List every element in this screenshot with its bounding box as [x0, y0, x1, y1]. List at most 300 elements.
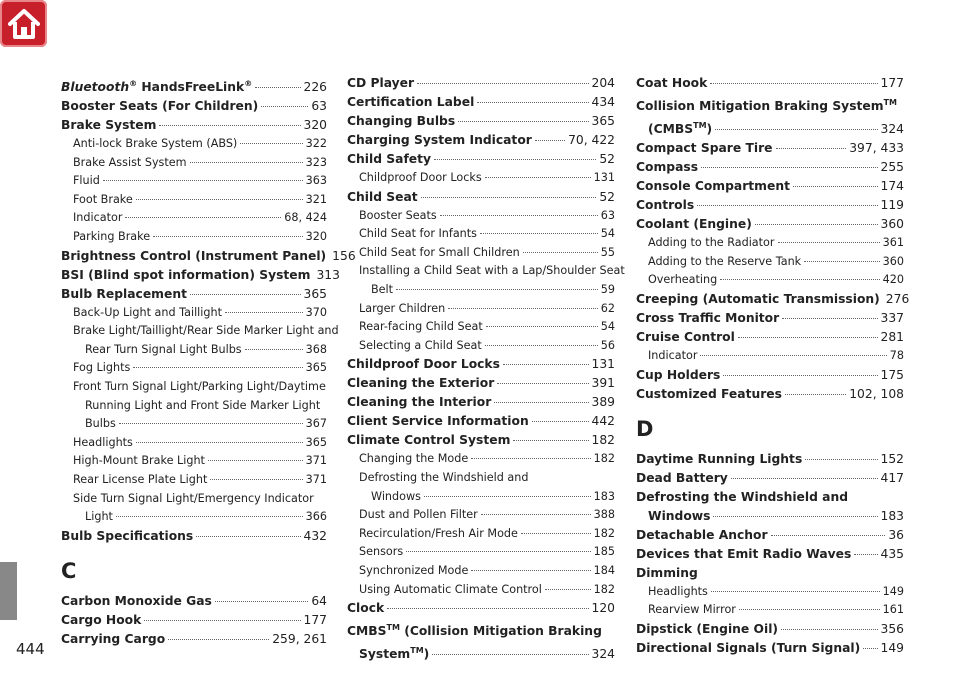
page-ref: 156 — [332, 248, 356, 263]
leader-dots — [715, 128, 877, 130]
leader-dots — [136, 198, 303, 200]
index-entry[interactable] — [636, 469, 904, 488]
index-entry[interactable] — [347, 431, 615, 450]
index-entry[interactable] — [636, 74, 904, 93]
index-subentry[interactable] — [61, 452, 327, 471]
leader-dots — [417, 82, 588, 84]
entry-title-text: Daytime Running Lights — [636, 451, 803, 466]
index-subentry-text[interactable] — [61, 490, 327, 509]
index-subentry[interactable] — [347, 207, 615, 226]
index-entry[interactable] — [347, 599, 615, 618]
entry-title-text: Foot Brake — [73, 192, 133, 206]
entry-title-text: Defrosting the Windshield and — [359, 470, 529, 484]
page-ref: 442 — [591, 414, 615, 429]
entry-title — [636, 469, 728, 488]
page-ref: 120 — [591, 601, 615, 616]
entry-title — [85, 508, 113, 527]
entry-title — [347, 112, 455, 131]
index-entry[interactable] — [636, 290, 910, 309]
index-entry[interactable] — [347, 112, 615, 131]
index-subentry[interactable] — [636, 234, 904, 253]
leader-dots — [144, 619, 300, 621]
entry-title — [61, 611, 141, 630]
index-entry[interactable] — [347, 93, 615, 112]
entry-title — [636, 139, 773, 158]
leader-dots — [261, 105, 308, 107]
page-ref: 55 — [600, 245, 615, 259]
leader-dots — [471, 457, 590, 459]
page-ref: 361 — [882, 236, 904, 250]
entry-title — [359, 641, 429, 664]
page-ref: 68, 424 — [284, 211, 327, 225]
entry-title — [648, 583, 708, 602]
leader-dots — [776, 147, 847, 149]
leader-dots — [782, 317, 877, 319]
entry-title-text: Rear Turn Signal Light Bulbs — [85, 342, 242, 356]
leader-dots — [535, 139, 565, 141]
index-entry[interactable] — [636, 366, 904, 385]
page-ref: 56 — [600, 338, 615, 352]
entry-title — [359, 543, 403, 562]
leader-dots — [421, 196, 597, 198]
index-entry[interactable] — [347, 412, 615, 431]
index-entry[interactable] — [347, 188, 615, 207]
page-ref: 177 — [880, 76, 904, 90]
index-subentry[interactable] — [347, 581, 615, 600]
index-tab-marker[interactable] — [0, 562, 17, 620]
entry-title — [347, 93, 474, 112]
leader-dots — [208, 459, 303, 461]
index-subentry[interactable] — [636, 253, 904, 272]
page-ref: 52 — [599, 189, 615, 204]
index-entry[interactable] — [61, 266, 340, 285]
index-subentry[interactable] — [61, 304, 327, 323]
leader-dots — [240, 142, 302, 144]
page-ref: 388 — [593, 508, 615, 522]
index-entry[interactable] — [61, 285, 327, 304]
entry-title-text: Belt — [371, 282, 394, 296]
entry-title — [73, 228, 150, 247]
index-entry-heading[interactable] — [636, 93, 904, 116]
index-entry[interactable] — [61, 74, 327, 97]
index-subentry[interactable] — [61, 415, 327, 434]
entry-title — [61, 247, 326, 266]
index-entry[interactable] — [636, 116, 904, 139]
index-subentry[interactable] — [61, 209, 327, 228]
leader-dots — [458, 120, 588, 122]
leader-dots — [700, 354, 886, 356]
index-entry[interactable] — [347, 393, 615, 412]
index-entry[interactable] — [636, 215, 904, 234]
leader-dots — [116, 515, 303, 517]
index-subentry[interactable] — [61, 228, 327, 247]
entry-title-text: Bulb Replacement — [61, 286, 187, 301]
leader-dots — [494, 401, 588, 403]
index-entry[interactable] — [61, 116, 327, 135]
entry-title-text: Indicator — [648, 348, 698, 362]
leader-dots — [424, 495, 591, 497]
entry-title-text: Detachable Anchor — [636, 527, 768, 542]
leader-dots — [119, 422, 303, 424]
page-ref: 70, 422 — [568, 133, 615, 147]
page-ref: 102, 108 — [849, 386, 904, 401]
entry-title — [347, 188, 418, 207]
leader-dots — [434, 158, 596, 160]
entry-title — [61, 74, 252, 97]
index-entry[interactable] — [636, 177, 904, 196]
entry-title-text: HandsFreeLink — [137, 80, 245, 95]
entry-title — [347, 412, 529, 431]
entry-title-text: Child Seat for Small Children — [359, 245, 520, 259]
page-ref: 397, 433 — [849, 141, 904, 156]
page-ref: 152 — [880, 451, 904, 466]
page-ref: 78 — [889, 348, 904, 362]
page-ref: 356 — [880, 621, 904, 636]
index-entry[interactable] — [61, 247, 356, 266]
entry-title-text: CD Player — [347, 76, 415, 90]
index-entry[interactable] — [636, 639, 904, 658]
entry-title-text: Changing the Mode — [359, 452, 469, 466]
index-column-2 — [347, 74, 625, 664]
index-entry[interactable] — [61, 592, 327, 611]
entry-title-text: Collision Mitigation Braking System — [636, 99, 884, 114]
entry-title-text: Brightness Control (Instrument Panel) — [61, 248, 327, 263]
entry-title — [61, 592, 212, 611]
leader-dots — [755, 223, 878, 225]
leader-dots — [387, 607, 588, 609]
index-subentry-text[interactable] — [347, 262, 625, 281]
leader-dots — [731, 477, 878, 479]
entry-title-text: Coat Hook — [636, 76, 708, 90]
index-entry[interactable] — [347, 150, 615, 169]
leader-dots — [497, 382, 588, 384]
index-subentry[interactable] — [61, 434, 327, 453]
leader-dots — [713, 515, 877, 517]
entry-title-suffix: ) — [423, 647, 430, 662]
index-subentry[interactable] — [347, 318, 615, 337]
entry-title — [73, 209, 122, 228]
index-subentry[interactable] — [347, 543, 615, 562]
index-subentry[interactable] — [61, 135, 327, 154]
index-subentry[interactable] — [61, 359, 327, 378]
index-subentry-text[interactable] — [61, 322, 339, 341]
leader-dots — [485, 176, 591, 178]
index-entry-heading[interactable] — [636, 564, 904, 583]
index-entry[interactable] — [347, 641, 615, 664]
page-ref: 255 — [880, 160, 904, 175]
trademark-sup: TM — [883, 98, 897, 107]
index-subentry[interactable] — [347, 281, 615, 300]
index-subentry[interactable] — [61, 191, 327, 210]
page-ref: 184 — [593, 563, 615, 577]
entry-title-text: Child Seat — [347, 189, 418, 204]
entry-title — [85, 415, 116, 434]
index-entry[interactable] — [636, 328, 904, 347]
page-ref: 182 — [591, 433, 615, 448]
index-entry[interactable] — [61, 97, 327, 116]
entry-title — [359, 525, 518, 544]
page-ref: 177 — [303, 612, 327, 627]
entry-title-text: Childproof Door Locks — [347, 357, 500, 372]
page-ref: 149 — [880, 640, 904, 655]
page-ref: 420 — [882, 273, 904, 287]
index-subentry[interactable] — [347, 506, 615, 525]
entry-title — [73, 135, 237, 154]
index-subentry[interactable] — [347, 337, 615, 356]
index-subentry[interactable] — [347, 525, 615, 544]
page-ref: 389 — [591, 395, 615, 410]
entry-title — [636, 309, 779, 328]
entry-title-text: Light — [85, 510, 113, 524]
entry-title-text: Bulb Specifications — [61, 528, 194, 543]
leader-dots — [440, 214, 598, 216]
index-subentry[interactable] — [636, 271, 904, 290]
page-ref: 432 — [303, 528, 327, 543]
entry-title-text: Overheating — [648, 273, 718, 287]
leader-dots — [486, 325, 598, 327]
page-ref: 360 — [882, 254, 904, 268]
entry-title — [648, 347, 697, 366]
entry-title — [347, 431, 510, 450]
index-column-1 — [61, 74, 356, 649]
index-entry[interactable] — [636, 620, 904, 639]
page-ref: 365 — [305, 361, 327, 375]
page-ref: 367 — [305, 417, 327, 431]
entry-title — [636, 526, 768, 545]
index-column-3 — [636, 74, 910, 658]
index-subentry-text[interactable] — [61, 397, 327, 416]
entry-title-text: Windows — [648, 508, 711, 523]
leader-dots — [485, 344, 598, 346]
page-ref: 174 — [880, 179, 904, 194]
index-entry[interactable] — [636, 309, 904, 328]
leader-dots — [255, 86, 300, 88]
entry-title — [648, 601, 736, 620]
page-ref: 370 — [305, 305, 327, 319]
index-subentry[interactable] — [347, 169, 615, 188]
index-entry-heading[interactable] — [636, 488, 904, 507]
section-letter: D — [636, 416, 654, 441]
entry-title — [636, 215, 752, 234]
leader-dots — [153, 235, 303, 237]
page-ref: 324 — [880, 122, 904, 137]
page-ref: 365 — [303, 286, 327, 301]
entry-title — [359, 581, 542, 600]
entry-title-text: Changing Bulbs — [347, 114, 456, 128]
trademark-sup: TM — [693, 121, 707, 131]
page-ref: 182 — [593, 526, 615, 540]
entry-title-text: (Collision Mitigation Braking — [399, 624, 602, 639]
page-ref: 63 — [600, 208, 615, 222]
index-subentry[interactable] — [347, 244, 615, 263]
index-entry[interactable] — [636, 385, 904, 404]
trademark-sup: TM — [410, 646, 424, 656]
index-subentry-text[interactable] — [347, 469, 615, 488]
leader-dots — [723, 374, 877, 376]
entry-title-text: Cargo Hook — [61, 612, 142, 627]
page-ref: 52 — [599, 152, 615, 166]
entry-title-text: Front Turn Signal Light/Parking Light/Daytime — [73, 380, 326, 394]
leader-dots — [781, 628, 877, 630]
leader-dots — [805, 458, 877, 460]
leader-dots — [771, 534, 886, 536]
index-entry-heading[interactable] — [347, 618, 615, 641]
index-entry[interactable] — [347, 374, 615, 393]
page-ref: 259, 261 — [272, 631, 327, 646]
page-ref: 323 — [305, 155, 327, 169]
index-subentry[interactable] — [636, 583, 904, 602]
trademark-sup: TM — [386, 623, 400, 633]
page-ref: 54 — [600, 227, 615, 241]
entry-title-text: Coolant (Engine) — [636, 217, 752, 232]
entry-title — [61, 630, 165, 649]
page-ref: 360 — [880, 217, 904, 232]
entry-title — [61, 266, 310, 285]
entry-title-text: Booster Seats (For Children) — [61, 99, 259, 114]
entry-title-text: Rearview Mirror — [648, 603, 736, 617]
index-subentry[interactable] — [636, 347, 904, 366]
page-ref: 62 — [600, 301, 615, 315]
index-subentry-text[interactable] — [61, 378, 327, 397]
index-entry[interactable] — [636, 196, 904, 215]
index-entry[interactable] — [636, 545, 904, 564]
entry-title — [359, 207, 437, 226]
entry-title — [359, 450, 468, 469]
leader-dots — [432, 653, 588, 655]
index-subentry[interactable] — [61, 172, 327, 191]
entry-title-text: BSI (Blind spot information) System — [61, 267, 311, 282]
index-subentry[interactable] — [61, 341, 327, 360]
index-entry[interactable] — [61, 630, 327, 649]
page-ref: 363 — [305, 174, 327, 188]
entry-title-text: Clock — [347, 601, 385, 616]
index-subentry[interactable] — [347, 562, 615, 581]
leader-dots — [133, 366, 302, 368]
index-entry[interactable] — [636, 507, 904, 526]
index-entry[interactable] — [61, 527, 327, 546]
index-entry[interactable] — [636, 158, 904, 177]
trademark-sup: ® — [129, 79, 138, 88]
page-ref: 313 — [316, 267, 340, 282]
entry-title — [636, 328, 735, 347]
index-subentry[interactable] — [61, 154, 327, 173]
entry-title-text: Cross Traffic Monitor — [636, 310, 780, 325]
index-entry[interactable] — [636, 450, 904, 469]
entry-title-text: Cruise Control — [636, 329, 735, 344]
entry-title — [347, 599, 384, 618]
index-entry[interactable] — [347, 131, 615, 150]
entry-title-text: Carrying Cargo — [61, 631, 166, 646]
page-ref: 119 — [880, 198, 904, 213]
entry-title-text: Directional Signals (Turn Signal) — [636, 640, 861, 655]
entry-title-text: Brake Assist System — [73, 155, 187, 169]
index-entry[interactable] — [636, 139, 904, 158]
leader-dots — [532, 420, 589, 422]
entry-title — [636, 639, 860, 658]
index-entry[interactable] — [61, 611, 327, 630]
entry-title-text: Rear-facing Child Seat — [359, 320, 483, 334]
entry-title — [359, 225, 477, 244]
entry-title — [636, 290, 880, 309]
trademark-sup: ® — [244, 79, 253, 88]
index-subentry[interactable] — [347, 450, 615, 469]
entry-title-text: Cleaning the Interior — [347, 395, 492, 410]
leader-dots — [136, 441, 303, 443]
entry-title — [359, 169, 482, 188]
entry-title-text: Child Seat for Infants — [359, 227, 477, 241]
entry-title — [636, 177, 790, 196]
index-subentry[interactable] — [61, 508, 327, 527]
entry-title-text: Compass — [636, 160, 699, 175]
index-subentry[interactable] — [347, 225, 615, 244]
leader-dots — [793, 185, 878, 187]
index-subentry[interactable] — [636, 601, 904, 620]
leader-dots — [521, 532, 591, 534]
page-ref: 204 — [591, 76, 615, 90]
page-ref: 183 — [880, 508, 904, 523]
index-subentry[interactable] — [347, 300, 615, 319]
entry-title — [636, 545, 851, 564]
entry-title-text: Synchronized Mode — [359, 563, 469, 577]
entry-title-text: Headlights — [73, 435, 133, 449]
page-ref: 54 — [600, 320, 615, 334]
entry-title-text: Carbon Monoxide Gas — [61, 593, 212, 608]
entry-title — [371, 281, 393, 300]
leader-dots — [103, 179, 303, 181]
entry-title-suffix: ) — [706, 122, 713, 137]
index-entry[interactable] — [636, 526, 904, 545]
page-ref: 182 — [593, 582, 615, 596]
leader-dots — [863, 647, 877, 649]
index-subentry[interactable] — [347, 488, 615, 507]
entry-title-text: Client Service Information — [347, 414, 529, 429]
page-ref: 321 — [305, 192, 327, 206]
index-entry[interactable] — [347, 355, 615, 374]
entry-title-text: Cup Holders — [636, 367, 721, 382]
page-ref: 182 — [593, 452, 615, 466]
leader-dots — [513, 439, 588, 441]
index-entry[interactable] — [347, 74, 615, 93]
entry-title — [636, 74, 707, 93]
entry-title — [347, 355, 500, 374]
home-button[interactable] — [0, 0, 47, 47]
page-ref: 281 — [880, 329, 904, 344]
leader-dots — [720, 278, 879, 280]
page-ref: 320 — [305, 230, 327, 244]
entry-title-text: Dipstick (Engine Oil) — [636, 621, 779, 636]
entry-title — [359, 506, 478, 525]
leader-dots — [697, 204, 877, 206]
index-subentry[interactable] — [61, 471, 327, 490]
page-ref: 324 — [591, 647, 615, 662]
entry-title-text: Anti-lock Brake System (ABS) — [73, 137, 238, 151]
entry-title — [636, 366, 720, 385]
leader-dots — [477, 101, 588, 103]
entry-title-text: Climate Control System — [347, 433, 511, 448]
page-ref: 417 — [880, 470, 904, 485]
leader-dots — [215, 600, 309, 602]
leader-dots — [785, 393, 846, 395]
page-ref: 337 — [880, 310, 904, 325]
entry-title-text: Indicator — [73, 211, 123, 225]
leader-dots — [701, 166, 877, 168]
entry-title — [61, 97, 258, 116]
entry-title-text: Booster Seats — [359, 208, 437, 222]
leader-dots — [396, 288, 598, 290]
leader-dots — [804, 260, 879, 262]
leader-dots — [711, 590, 880, 592]
entry-title — [73, 191, 133, 210]
